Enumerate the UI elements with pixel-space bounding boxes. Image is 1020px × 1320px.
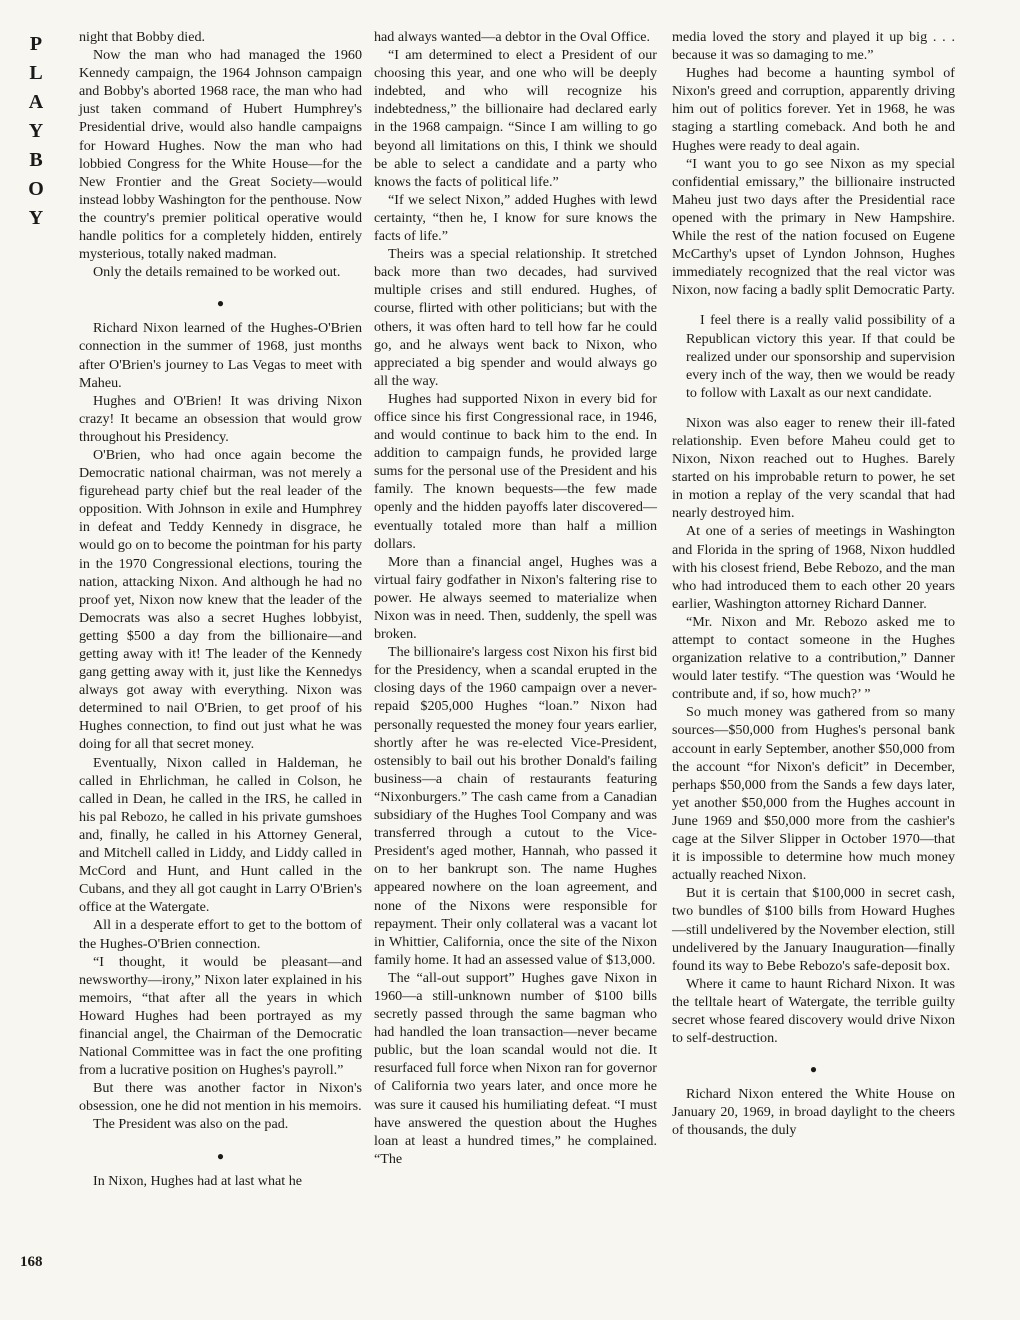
column-1 xyxy=(79,28,362,1190)
section-separator: ● xyxy=(216,1148,225,1163)
paragraph: Where it came to haunt Richard Nixon. It was the telltale heart of Watergate, the terrible guilty secret whose feared discovery would drive Nixon to self-destruction. xyxy=(672,975,955,1047)
paragraph: Richard Nixon entered the White House on January 20, 1969, in broad daylight to the cheers of thousands, the duly xyxy=(672,1086,955,1139)
column-2 xyxy=(374,28,657,1168)
paragraph: O'Brien, who had once again become the Democratic national chairman, was not merely a figurehead party chief but the real leader of the opposition. With Johnson in exile and Humphrey in defeat and Teddy Kennedy in disgrace, he would go on to become the pointman for his party in the 1970 Congressional elections, touring the nation, attacking Nixon. And although he had no proof yet, Nixon now knew that the leader of the Democrats was also a secret Hughes lobbyist, getting $500 a day from the billionaire—and getting away with it! The leader of the Kennedy gang getting away with it, just like the Kennedys always got away with everything. Nixon was determined to nail O'Brien, to get proof of his Hughes connection, to find out just what he was doing for all that secret money. xyxy=(79,446,362,753)
quote-text: I feel there is a really valid possibility of a Republican victory this year. If that could be realized under our sponsorship and supervision every inch of the way, then we would be ready to follow with Laxalt as our next candidate. xyxy=(686,312,955,401)
paragraph: Nixon was also eager to renew their ill-fated relationship. Even before Maheu could get to Nixon, Nixon reached out to Hughes. Barely started on his improbable return to power, he set in motion a replay of the very scandal that had nearly destroyed him. xyxy=(672,414,955,522)
paragraph: media loved the story and played it up big . . . because it was so damaging to me.” xyxy=(672,29,955,64)
paragraph: Richard Nixon learned of the Hughes-O'Brien connection in the summer of 1968, just months after O'Brien's journey to Las Vegas to meet with Maheu. xyxy=(79,320,362,391)
paragraph: Theirs was a special relationship. It stretched back more than two decades, had survived multiple crises and still endured. Hughes, of course, flirted with other politicians; but with the others, it was often hard to tell how far he could go, and he always went back to Nixon, who appreciated a big spender and would always go all the way. xyxy=(374,246,657,389)
paragraph: had always wanted—a debtor in the Oval Office. xyxy=(374,29,651,45)
running-head xyxy=(24,30,48,233)
paragraph: The “all-out support” Hughes gave Nixon in 1960—a still-unknown number of $100 bills secretly passed through the same bagman who had handled the loan transaction—never became public, but the loan scandal would not die. It resurfaced full force when Nixon ran for governor of California two years later, and once more he was sure it caused his humiliating defeat. “I must have answered the question about the Hughes loan at least a hundred times,” he complained. “The xyxy=(374,969,657,1167)
paragraph: “If we select Nixon,” added Hughes with lewd certainty, “then he, I know for sure knows the facts of life.” xyxy=(374,191,657,245)
paragraph: “Mr. Nixon and Mr. Rebozo asked me to attempt to contact someone in the Hughes organization relative to a contribution,” Danner would later testify. “The question was ‘Would he contribute and, if so, how much?’ ” xyxy=(672,613,955,703)
paragraph: All in a desperate effort to get to the bottom of the Hughes-O'Brien connection. xyxy=(79,917,362,952)
block-quote xyxy=(686,311,955,401)
paragraph: night that Bobby died. xyxy=(79,29,206,45)
paragraph: At one of a series of meetings in Washington and Florida in the spring of 1968, Nixon huddled with his closest friend, Bebe Rebozo, and the man who had introduced them to each other 20 years earlier, Washington attorney Richard Danner. xyxy=(672,523,955,612)
running-head-letter: L xyxy=(29,62,43,84)
paragraph: “I am determined to elect a President of our choosing this year, and one who will be deeply indebted, and who will recognize his indebtedness,” the billionaire had declared early in the 1968 campaign. “Since I am willing to go beyond all limitations on this, I think we should be able to select a candidate and a party who knows the facts of political life.” xyxy=(374,47,657,190)
running-head-letter: Y xyxy=(28,120,44,142)
paragraph: Hughes had become a haunting symbol of Nixon's greed and corruption, apparently driving him out of politics forever. Yet in 1968, he was staging a startling comeback. And both he and Hughes were ready to deal again. xyxy=(672,65,955,154)
paragraph: The President was also on the pad. xyxy=(93,1116,289,1133)
paragraph: But there was another factor in Nixon's obsession, one he did not mention in his memoirs. xyxy=(79,1080,362,1115)
running-head-letter: Y xyxy=(28,207,44,229)
paragraph: Only the details remained to be worked out. xyxy=(93,264,341,281)
paragraph: “I want you to go see Nixon as my special confidential emissary,” the billionaire instructed Maheu just two days after the Presidential race opened with the primary in New Hampshire. While the rest of the nation focused on Eugene McCarthy's upset of Lyndon Johnson, Hughes immediately recognized that the real victor was Nixon, now facing a badly split Democratic Party. xyxy=(672,155,955,299)
running-head-letter: A xyxy=(28,91,44,113)
section-separator: ● xyxy=(216,296,225,311)
paragraph: Hughes had supported Nixon in every bid for office since his first Congressional race, in 1946, and would continue to back him to the end. In addition to campaign funds, he provided large sums for the personal use of the President and his family. The known bequests—the few made openly and the hidden payoffs later discovered—eventually totaled more than half a million dollars. xyxy=(374,390,657,552)
paragraph: Eventually, Nixon called in Haldeman, he called in Ehrlichman, he called in Colson, he called in Dean, he called in the IRS, he called in his pal Rebozo, he called in his private gumshoes and, finally, he called in his Attorney General, and Mitchell called in Liddy, and Liddy called in McCord and Hunt, and Hunt called in the Cubans, and they all got caught in Larry O'Brien's office at the Watergate. xyxy=(79,754,362,916)
paragraph: But it is certain that $100,000 in secret cash, two bundles of $100 bills from Howard Hughes—still undelivered by the November election, still undelivered by the January Inauguration—finally found its way to Bebe Rebozo's safe-deposit box. xyxy=(672,885,955,974)
page-number: 168 xyxy=(20,1254,43,1270)
paragraph: More than a financial angel, Hughes was a virtual fairy godfather in Nixon's faltering rise to power. He always seemed to materialize when Nixon was in need. Then, suddenly, the spell was broken. xyxy=(374,553,657,643)
running-head-letter: O xyxy=(28,178,44,200)
paragraph: In Nixon, Hughes had at last what he xyxy=(93,1172,303,1189)
paragraph: Hughes and O'Brien! It was driving Nixon crazy! It became an obsession that would grow throughout his Presidency. xyxy=(79,392,362,445)
running-head-letter: P xyxy=(29,33,43,55)
paragraph: The billionaire's largess cost Nixon his first bid for the Presidency, when a scandal erupted in the closing days of the 1960 campaign over a never-repaid $205,000 Hughes “loan.” Nixon had personally requested the money four years earlier, shortly after he was re-elected Vice-President, ostensibly to bail out his brother Donald's failing business—a chain of restaurants featuring “Nixonburgers.” The cash came from a Canadian subsidiary of the Hughes Tool Company and was transferred through a cutout to the Vice-President's aged mother, Hannah, who passed it on to her bankrupt son. The name Hughes appeared nowhere on the loan agreement, and none of the Nixons were responsible for repayment. Their only collateral was a vacant lot in Whittier, California, once the site of the Nixon family home. It had an assessed value of $13,000. xyxy=(374,644,657,968)
paragraph: Now the man who had managed the 1960 Kennedy campaign, the 1964 Johnson campaign and Bobby's aborted 1968 race, the man who had just taken command of Hubert Humphrey's Presidential drive, would also handle campaigns for Howard Hughes. Now the man who had lobbied Congress for the White House—for the New Frontier and the Great Society—would instead lobby Washington for the penthouse. Now the country's premier political operative would handle politics for a completely hidden, entirely mysterious, totally naked madman. xyxy=(79,47,362,263)
paragraph: “I thought, it would be pleasant—and newsworthy—irony,” Nixon later explained in his memoirs, “that after all the years in which Howard Hughes had been portrayed as my financial angel, the Chairman of the Democratic National Committee was in fact the one profiting from a lucrative position on Hughes's payroll.” xyxy=(79,953,362,1079)
column-3 xyxy=(672,28,955,1139)
section-separator: ● xyxy=(809,1062,818,1077)
paragraph: So much money was gathered from so many sources—$50,000 from Hughes's personal bank account in early September, another $50,000 from the account “for Nixon's deficit” in December, perhaps $50,000 from the Sands a few days later, yet another $50,000 from the Hughes account in June 1969 and $50,000 more from the cashier's cage at the Silver Slipper in October 1970—that it is impossible to determine how much money actually reached Nixon. xyxy=(672,704,955,884)
running-head-letter: B xyxy=(29,149,43,171)
